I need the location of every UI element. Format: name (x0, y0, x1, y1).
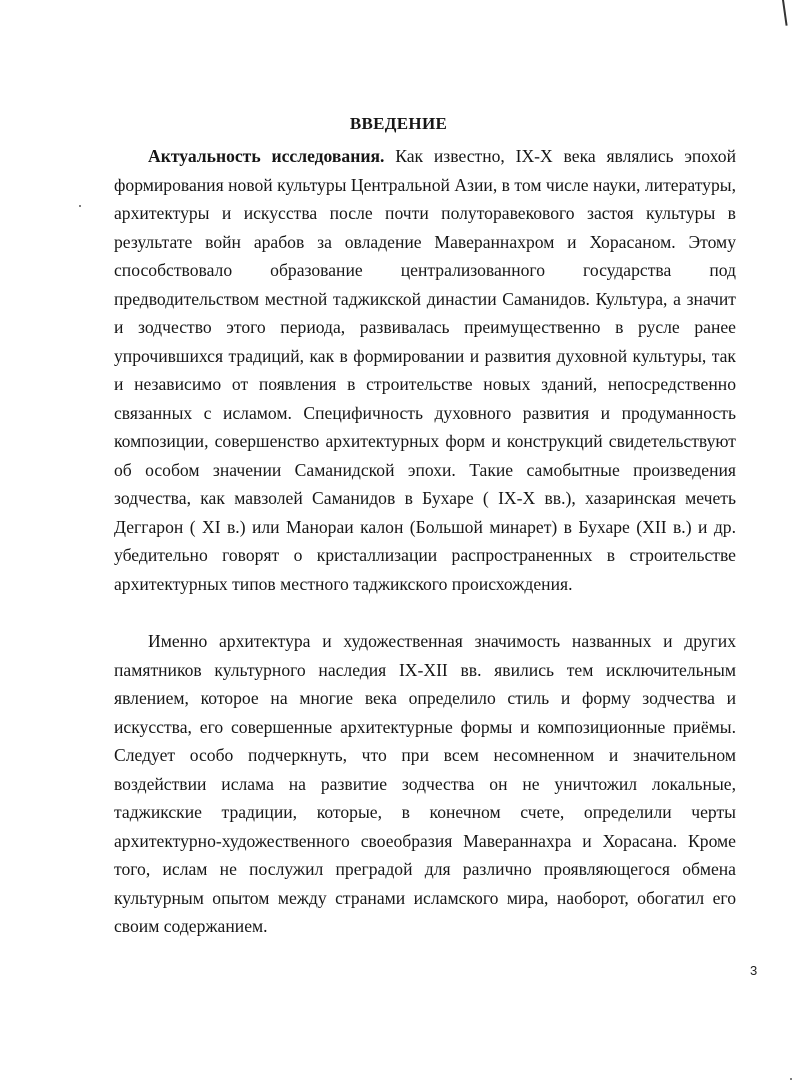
paragraph-lead-bold: Актуальность исследования. (148, 146, 385, 166)
scan-edge-mark (782, 0, 788, 26)
paragraph-body: Именно архитектура и художественная значимость названных и других памятников культурного наследия IX-XII вв. явились тем исключительным явлением, которое на многие века определило стиль и форму зодчества и искусства, его совершенные архитектурные формы и композиционные приёмы. Следует особо подчеркнуть, что при всем несомненном и значительном воздействии ислама на развитие зодчества он не уничтожил локальные, таджикские традиции, которые, в конечном счете, определили черты архитектурно-художественного своеобразия Мавераннахра и Хорасана. Кроме того, ислам не послужил преградой для различно проявляющегося обмена культурным опытом между странами исламского мира, наоборот, обогатил его своим содержанием. (114, 631, 736, 936)
paragraph-body: Как известно, IX-X века являлись эпохой формирования новой культуры Центральной Азии, в том числе науки, литературы, архитектуры и искусства после почти полуторавекового застоя культуры в результате войн арабов за овладение Мавераннахром и Хорасаном. Этому способствовало образование централизованного государства под предводительством местной таджикской династии Саманидов. Культура, а значит и зодчество этого периода, развивалась преимущественно в русле ранее упрочившихся традиций, как в формировании и развития духовной культуры, так и независимо от появления в строительстве новых зданий, непосредственно связанных с исламом. Специфичность духовного развития и продуманность композиции, совершенство архитектурных форм и конструкций свидетельствуют об особом значении Саманидской эпохи. Такие самобытные произведения зодчества, как мавзолей Саманидов в Бухаре ( IX-X вв.), хазаринская мечеть Деггарон ( XI в.) или Манораи калон (Большой минарет) в Бухаре (XII в.) и др. убедительно говорят о кристаллизации распространенных в строительстве архитектурных типов местного таджикского происхождения. (114, 146, 737, 594)
scan-speck (79, 205, 81, 207)
page-number: 3 (750, 963, 758, 978)
page-heading: ВВЕДЕНИЕ (349, 114, 448, 133)
paragraph-architecture (114, 627, 736, 941)
scan-speck (790, 1078, 792, 1080)
paragraph-relevance (114, 142, 736, 598)
